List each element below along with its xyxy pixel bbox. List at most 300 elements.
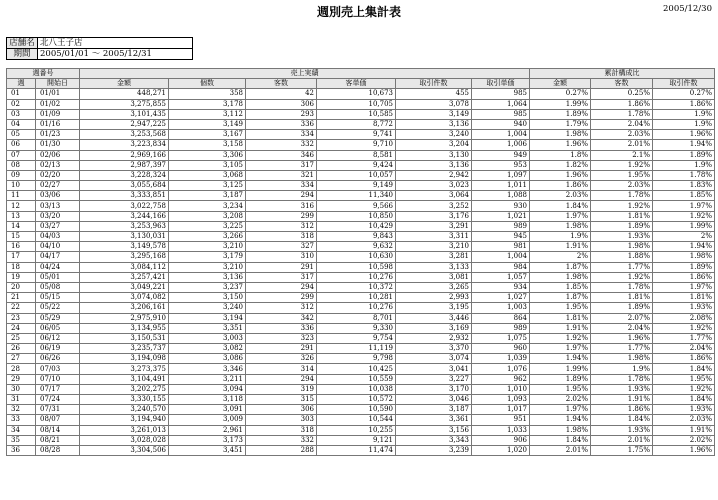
table-row <box>7 364 715 374</box>
cell-week: 17 <box>7 252 36 262</box>
store-label: 店舗名 <box>7 38 38 49</box>
period-value: 2005/01/01 ～ 2005/12/31 <box>38 49 193 60</box>
cell-avg-per-customer: 10,585 <box>317 109 396 119</box>
cell-ratio-transactions: 1.84% <box>653 395 715 405</box>
cell-transactions: 3,240 <box>396 130 472 140</box>
cell-amount: 3,206,161 <box>80 303 169 313</box>
cell-transactions: 3,023 <box>396 181 472 191</box>
cell-amount: 3,084,112 <box>80 262 169 272</box>
col-header-ratio-amount: 金額 <box>530 79 591 89</box>
cell-transactions: 455 <box>396 89 472 99</box>
cell-ratio-amount: 1.96% <box>530 170 591 180</box>
cell-transactions: 3,195 <box>396 303 472 313</box>
cell-start-date: 07/24 <box>36 395 80 405</box>
cell-ratio-transactions: 2.03% <box>653 415 715 425</box>
cell-ratio-transactions: 2.04% <box>653 344 715 354</box>
cell-amount: 3,240,570 <box>80 405 169 415</box>
cell-ratio-transactions: 1.91% <box>653 425 715 435</box>
cell-quantity: 3,086 <box>169 354 246 364</box>
table-row <box>7 242 715 252</box>
cell-amount: 3,022,758 <box>80 201 169 211</box>
cell-quantity: 3,187 <box>169 191 246 201</box>
cell-ratio-customers: 2.1% <box>591 150 653 160</box>
cell-transactions: 3,239 <box>396 445 472 455</box>
cell-ratio-amount: 1.92% <box>530 333 591 343</box>
table-row <box>7 109 715 119</box>
table-row <box>7 282 715 292</box>
cell-customers: 334 <box>246 130 317 140</box>
cell-amount: 3,235,737 <box>80 344 169 354</box>
cell-ratio-transactions: 1.94% <box>653 140 715 150</box>
cell-customers: 303 <box>246 415 317 425</box>
cell-ratio-customers: 1.9% <box>591 364 653 374</box>
cell-ratio-customers: 1.88% <box>591 252 653 262</box>
cell-start-date: 03/20 <box>36 211 80 221</box>
cell-week: 33 <box>7 415 36 425</box>
cell-ratio-amount: 1.98% <box>530 221 591 231</box>
cell-ratio-amount: 1.95% <box>530 303 591 313</box>
cell-customers: 310 <box>246 252 317 262</box>
cell-week: 08 <box>7 160 36 170</box>
cell-avg-per-transaction: 1,027 <box>472 293 530 303</box>
cell-avg-per-customer: 10,572 <box>317 395 396 405</box>
table-row <box>7 211 715 221</box>
cell-ratio-customers: 1.86% <box>591 99 653 109</box>
table-row <box>7 344 715 354</box>
cell-quantity: 3,210 <box>169 262 246 272</box>
table-row <box>7 445 715 455</box>
col-header-customers: 客数 <box>246 79 317 89</box>
cell-quantity: 3,150 <box>169 293 246 303</box>
weekly-sales-table <box>6 68 715 456</box>
cell-customers: 291 <box>246 344 317 354</box>
cell-avg-per-customer: 8,581 <box>317 150 396 160</box>
cell-transactions: 3,046 <box>396 395 472 405</box>
cell-transactions: 3,156 <box>396 425 472 435</box>
cell-avg-per-transaction: 1,097 <box>472 170 530 180</box>
cell-ratio-amount: 0.27% <box>530 89 591 99</box>
cell-transactions: 3,041 <box>396 364 472 374</box>
cell-ratio-amount: 1.97% <box>530 344 591 354</box>
cell-ratio-customers: 1.81% <box>591 293 653 303</box>
cell-transactions: 3,281 <box>396 252 472 262</box>
cell-quantity: 3,451 <box>169 445 246 455</box>
cell-quantity: 3,158 <box>169 140 246 150</box>
cell-transactions: 3,149 <box>396 109 472 119</box>
cell-avg-per-customer: 10,429 <box>317 221 396 231</box>
cell-ratio-amount: 1.96% <box>530 140 591 150</box>
sales-group-header: 売上実績 <box>80 69 530 79</box>
cell-week: 19 <box>7 272 36 282</box>
cell-start-date: 02/06 <box>36 150 80 160</box>
ratio-group-header: 累計構成比 <box>530 69 715 79</box>
cell-customers: 294 <box>246 191 317 201</box>
cell-quantity: 3,091 <box>169 405 246 415</box>
cell-avg-per-transaction: 1,011 <box>472 181 530 191</box>
cell-start-date: 05/01 <box>36 272 80 282</box>
col-header-start-date: 開始日 <box>36 79 80 89</box>
cell-customers: 332 <box>246 140 317 150</box>
cell-ratio-customers: 1.93% <box>591 425 653 435</box>
table-row <box>7 323 715 333</box>
cell-avg-per-transaction: 1,004 <box>472 130 530 140</box>
cell-ratio-transactions: 1.85% <box>653 191 715 201</box>
cell-transactions: 3,204 <box>396 140 472 150</box>
cell-avg-per-customer: 10,281 <box>317 293 396 303</box>
col-header-amount: 金額 <box>80 79 169 89</box>
cell-ratio-amount: 1.8% <box>530 150 591 160</box>
cell-ratio-amount: 1.98% <box>530 425 591 435</box>
cell-transactions: 3,311 <box>396 232 472 242</box>
cell-start-date: 04/10 <box>36 242 80 252</box>
cell-amount: 2,987,397 <box>80 160 169 170</box>
cell-week: 10 <box>7 181 36 191</box>
cell-customers: 318 <box>246 232 317 242</box>
cell-start-date: 01/01 <box>36 89 80 99</box>
cell-ratio-amount: 1.94% <box>530 354 591 364</box>
cell-ratio-amount: 2.02% <box>530 395 591 405</box>
cell-avg-per-customer: 9,843 <box>317 232 396 242</box>
cell-quantity: 3,225 <box>169 221 246 231</box>
cell-quantity: 3,167 <box>169 130 246 140</box>
cell-week: 06 <box>7 140 36 150</box>
cell-avg-per-customer: 9,330 <box>317 323 396 333</box>
cell-start-date: 06/19 <box>36 344 80 354</box>
table-row <box>7 221 715 231</box>
cell-amount: 3,304,506 <box>80 445 169 455</box>
table-row <box>7 303 715 313</box>
cell-ratio-customers: 1.96% <box>591 333 653 343</box>
cell-avg-per-transaction: 1,006 <box>472 140 530 150</box>
cell-avg-per-transaction: 906 <box>472 435 530 445</box>
cell-customers: 319 <box>246 384 317 394</box>
cell-avg-per-customer: 9,798 <box>317 354 396 364</box>
cell-avg-per-transaction: 989 <box>472 323 530 333</box>
cell-start-date: 06/12 <box>36 333 80 343</box>
cell-quantity: 3,237 <box>169 282 246 292</box>
cell-ratio-transactions: 0.27% <box>653 89 715 99</box>
cell-start-date: 04/17 <box>36 252 80 262</box>
cell-transactions: 3,265 <box>396 282 472 292</box>
table-row <box>7 119 715 129</box>
cell-week: 27 <box>7 354 36 364</box>
cell-quantity: 3,351 <box>169 323 246 333</box>
cell-week: 13 <box>7 211 36 221</box>
table-row <box>7 374 715 384</box>
cell-ratio-transactions: 1.9% <box>653 119 715 129</box>
cell-start-date: 08/28 <box>36 445 80 455</box>
table-row <box>7 201 715 211</box>
cell-amount: 2,947,225 <box>80 119 169 129</box>
table-row <box>7 435 715 445</box>
cell-avg-per-customer: 10,598 <box>317 262 396 272</box>
cell-avg-per-customer: 9,632 <box>317 242 396 252</box>
cell-week: 01 <box>7 89 36 99</box>
cell-start-date: 04/24 <box>36 262 80 272</box>
cell-week: 34 <box>7 425 36 435</box>
cell-customers: 306 <box>246 405 317 415</box>
cell-customers: 332 <box>246 435 317 445</box>
cell-start-date: 05/15 <box>36 293 80 303</box>
cell-ratio-transactions: 1.81% <box>653 293 715 303</box>
cell-customers: 346 <box>246 150 317 160</box>
cell-avg-per-customer: 11,340 <box>317 191 396 201</box>
cell-customers: 326 <box>246 354 317 364</box>
cell-ratio-amount: 1.99% <box>530 99 591 109</box>
cell-week: 35 <box>7 435 36 445</box>
cell-transactions: 3,176 <box>396 211 472 221</box>
cell-quantity: 3,082 <box>169 344 246 354</box>
cell-week: 12 <box>7 201 36 211</box>
cell-week: 21 <box>7 293 36 303</box>
cell-ratio-customers: 1.89% <box>591 221 653 231</box>
cell-week: 28 <box>7 364 36 374</box>
cell-ratio-amount: 1.86% <box>530 181 591 191</box>
cell-ratio-customers: 2.04% <box>591 323 653 333</box>
cell-ratio-amount: 1.85% <box>530 282 591 292</box>
cell-customers: 317 <box>246 160 317 170</box>
cell-quantity: 3,234 <box>169 201 246 211</box>
table-row <box>7 89 715 99</box>
cell-avg-per-customer: 9,710 <box>317 140 396 150</box>
cell-ratio-customers: 1.93% <box>591 232 653 242</box>
cell-avg-per-customer: 9,741 <box>317 130 396 140</box>
cell-ratio-transactions: 1.97% <box>653 201 715 211</box>
cell-avg-per-customer: 10,544 <box>317 415 396 425</box>
cell-week: 07 <box>7 150 36 160</box>
cell-transactions: 3,227 <box>396 374 472 384</box>
cell-start-date: 06/26 <box>36 354 80 364</box>
cell-transactions: 3,064 <box>396 191 472 201</box>
cell-quantity: 3,149 <box>169 119 246 129</box>
cell-ratio-amount: 1.84% <box>530 201 591 211</box>
cell-customers: 306 <box>246 99 317 109</box>
cell-quantity: 3,194 <box>169 313 246 323</box>
cell-avg-per-customer: 10,372 <box>317 282 396 292</box>
cell-start-date: 07/31 <box>36 405 80 415</box>
cell-ratio-transactions: 1.92% <box>653 323 715 333</box>
cell-start-date: 01/16 <box>36 119 80 129</box>
cell-start-date: 01/23 <box>36 130 80 140</box>
cell-transactions: 3,130 <box>396 150 472 160</box>
cell-avg-per-transaction: 960 <box>472 344 530 354</box>
cell-quantity: 3,112 <box>169 109 246 119</box>
cell-quantity: 3,009 <box>169 415 246 425</box>
cell-week: 30 <box>7 384 36 394</box>
cell-avg-per-customer: 8,772 <box>317 119 396 129</box>
store-info-table <box>6 37 193 60</box>
cell-transactions: 3,252 <box>396 201 472 211</box>
store-value: 北八王子店 <box>38 38 193 49</box>
cell-avg-per-transaction: 985 <box>472 89 530 99</box>
cell-ratio-amount: 1.89% <box>530 374 591 384</box>
cell-transactions: 3,081 <box>396 272 472 282</box>
cell-avg-per-transaction: 962 <box>472 374 530 384</box>
col-header-avg-per-customer: 客単価 <box>317 79 396 89</box>
cell-quantity: 3,003 <box>169 333 246 343</box>
cell-avg-per-transaction: 1,039 <box>472 354 530 364</box>
cell-ratio-customers: 1.92% <box>591 201 653 211</box>
cell-ratio-amount: 1.99% <box>530 364 591 374</box>
col-header-ratio-transactions: 取引件数 <box>653 79 715 89</box>
cell-avg-per-customer: 9,424 <box>317 160 396 170</box>
col-header-ratio-customers: 客数 <box>591 79 653 89</box>
cell-avg-per-customer: 10,705 <box>317 99 396 109</box>
cell-ratio-amount: 1.98% <box>530 130 591 140</box>
cell-avg-per-customer: 8,701 <box>317 313 396 323</box>
cell-transactions: 2,932 <box>396 333 472 343</box>
cell-quantity: 3,173 <box>169 435 246 445</box>
cell-ratio-customers: 2.03% <box>591 181 653 191</box>
table-row <box>7 262 715 272</box>
cell-start-date: 03/13 <box>36 201 80 211</box>
cell-start-date: 06/05 <box>36 323 80 333</box>
table-row <box>7 130 715 140</box>
cell-start-date: 01/09 <box>36 109 80 119</box>
cell-avg-per-transaction: 1,004 <box>472 252 530 262</box>
cell-transactions: 2,993 <box>396 293 472 303</box>
cell-week: 25 <box>7 333 36 343</box>
cell-quantity: 3,068 <box>169 170 246 180</box>
cell-amount: 3,333,851 <box>80 191 169 201</box>
group-header-row <box>7 69 715 79</box>
cell-quantity: 3,211 <box>169 374 246 384</box>
cell-ratio-transactions: 1.86% <box>653 354 715 364</box>
table-row <box>7 333 715 343</box>
cell-amount: 2,969,166 <box>80 150 169 160</box>
cell-avg-per-transaction: 984 <box>472 262 530 272</box>
cell-amount: 3,275,855 <box>80 99 169 109</box>
column-header-row <box>7 79 715 89</box>
cell-ratio-amount: 2.03% <box>530 191 591 201</box>
cell-customers: 312 <box>246 221 317 231</box>
cell-avg-per-customer: 9,754 <box>317 333 396 343</box>
cell-avg-per-transaction: 1,076 <box>472 364 530 374</box>
table-row <box>7 293 715 303</box>
cell-ratio-amount: 1.91% <box>530 242 591 252</box>
cell-week: 18 <box>7 262 36 272</box>
cell-customers: 316 <box>246 201 317 211</box>
table-row <box>7 181 715 191</box>
cell-ratio-customers: 1.75% <box>591 445 653 455</box>
cell-transactions: 3,361 <box>396 415 472 425</box>
table-row <box>7 160 715 170</box>
cell-ratio-customers: 1.95% <box>591 170 653 180</box>
cell-customers: 294 <box>246 282 317 292</box>
cell-amount: 3,149,578 <box>80 242 169 252</box>
cell-week: 31 <box>7 395 36 405</box>
cell-start-date: 08/14 <box>36 425 80 435</box>
cell-avg-per-customer: 10,038 <box>317 384 396 394</box>
cell-avg-per-customer: 10,425 <box>317 364 396 374</box>
cell-start-date: 03/06 <box>36 191 80 201</box>
cell-avg-per-transaction: 940 <box>472 119 530 129</box>
cell-transactions: 3,343 <box>396 435 472 445</box>
cell-week: 20 <box>7 282 36 292</box>
cell-quantity: 2,961 <box>169 425 246 435</box>
cell-ratio-customers: 1.92% <box>591 160 653 170</box>
cell-amount: 3,253,963 <box>80 221 169 231</box>
col-header-transactions: 取引件数 <box>396 79 472 89</box>
table-row <box>7 232 715 242</box>
cell-start-date: 07/03 <box>36 364 80 374</box>
cell-avg-per-customer: 10,255 <box>317 425 396 435</box>
cell-start-date: 08/21 <box>36 435 80 445</box>
cell-amount: 2,975,910 <box>80 313 169 323</box>
table-row <box>7 99 715 109</box>
cell-quantity: 3,178 <box>169 99 246 109</box>
cell-ratio-transactions: 1.94% <box>653 242 715 252</box>
cell-week: 16 <box>7 242 36 252</box>
cell-ratio-customers: 1.78% <box>591 191 653 201</box>
cell-ratio-customers: 1.84% <box>591 415 653 425</box>
cell-avg-per-transaction: 930 <box>472 201 530 211</box>
cell-amount: 3,253,568 <box>80 130 169 140</box>
cell-ratio-customers: 1.92% <box>591 272 653 282</box>
cell-ratio-amount: 1.81% <box>530 313 591 323</box>
cell-ratio-amount: 1.95% <box>530 384 591 394</box>
cell-transactions: 3,078 <box>396 99 472 109</box>
cell-start-date: 02/20 <box>36 170 80 180</box>
cell-customers: 288 <box>246 445 317 455</box>
cell-ratio-amount: 2.01% <box>530 445 591 455</box>
cell-week: 02 <box>7 99 36 109</box>
cell-quantity: 3,210 <box>169 242 246 252</box>
cell-avg-per-transaction: 864 <box>472 313 530 323</box>
cell-transactions: 3,210 <box>396 242 472 252</box>
cell-avg-per-transaction: 1,010 <box>472 384 530 394</box>
table-row <box>7 150 715 160</box>
cell-customers: 334 <box>246 181 317 191</box>
cell-transactions: 3,370 <box>396 344 472 354</box>
cell-start-date: 01/30 <box>36 140 80 150</box>
cell-amount: 3,134,955 <box>80 323 169 333</box>
cell-avg-per-transaction: 1,064 <box>472 99 530 109</box>
cell-ratio-transactions: 1.92% <box>653 211 715 221</box>
cell-customers: 291 <box>246 262 317 272</box>
cell-ratio-transactions: 1.86% <box>653 272 715 282</box>
cell-amount: 3,228,324 <box>80 170 169 180</box>
cell-amount: 3,150,531 <box>80 333 169 343</box>
cell-avg-per-customer: 9,121 <box>317 435 396 445</box>
cell-customers: 342 <box>246 313 317 323</box>
cell-avg-per-transaction: 981 <box>472 242 530 252</box>
cell-ratio-amount: 1.9% <box>530 232 591 242</box>
cell-ratio-customers: 1.81% <box>591 211 653 221</box>
period-label: 期間 <box>7 49 38 60</box>
cell-quantity: 3,136 <box>169 272 246 282</box>
cell-ratio-transactions: 2% <box>653 232 715 242</box>
cell-week: 24 <box>7 323 36 333</box>
cell-ratio-transactions: 1.9% <box>653 160 715 170</box>
cell-quantity: 3,240 <box>169 303 246 313</box>
cell-ratio-customers: 2.03% <box>591 130 653 140</box>
cell-quantity: 3,118 <box>169 395 246 405</box>
cell-avg-per-transaction: 1,003 <box>472 303 530 313</box>
table-body <box>7 89 715 456</box>
table-row <box>7 272 715 282</box>
table-row <box>7 415 715 425</box>
cell-ratio-customers: 1.89% <box>591 303 653 313</box>
cell-ratio-customers: 2.01% <box>591 140 653 150</box>
cell-ratio-transactions: 1.93% <box>653 405 715 415</box>
table-row <box>7 140 715 150</box>
cell-ratio-transactions: 2.02% <box>653 435 715 445</box>
cell-week: 04 <box>7 119 36 129</box>
cell-customers: 336 <box>246 119 317 129</box>
cell-amount: 3,202,275 <box>80 384 169 394</box>
cell-ratio-transactions: 1.96% <box>653 130 715 140</box>
